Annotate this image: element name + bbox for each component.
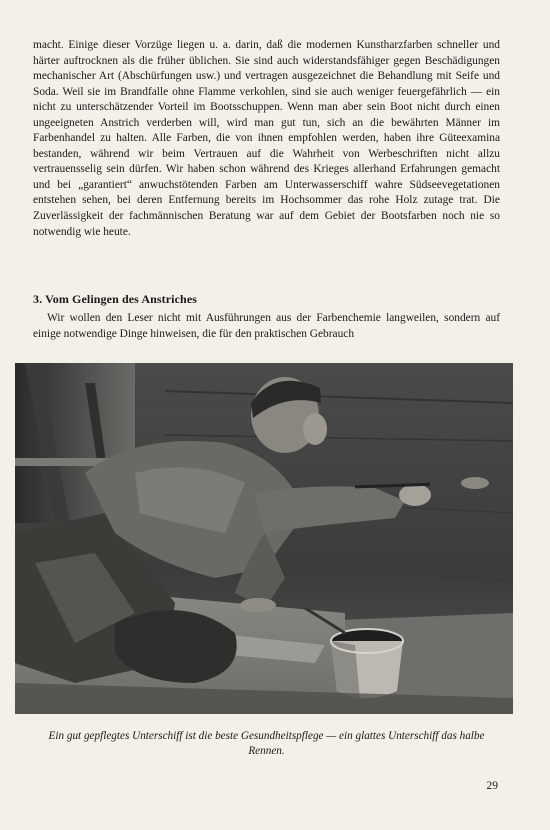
photo-man-painting-hull (15, 363, 513, 714)
body-paragraph-1: macht. Einige dieser Vorzüge liegen u. a. darin, daß die modernen Kunstharzfarben schneller und härter auftrocknen als die früher üblichen. Sie sind auch widerstandsfähiger gegen Beschädigungen mechanischer Art (Abschürfungen usw.) und vertragen ausgezeichnet die Behandlung mit Seife und Soda. Weil sie im Brandfalle ohne Flamme verkohlen, sind sie auch weniger feuergefährlich — ein nicht zu unterschätzender Vorteil im Bootsschuppen. Wenn man aber sein Boot nicht durch einen ungeeigneten Anstrich verderben will, wird man gut tun, sich an die bewährten Männer im Farbenhandel zu halten. Alle Farben, die von ihnen empfohlen werden, haben ihre Güteexamina bestanden, während wir beim Vertrauen auf die Wahrheit von Werbeschriften nicht allzu vertrauensselig sein dürfen. Wir haben schon während des Krieges allerhand Erfahrungen gemacht und bei „garantiert“ anwuchstötenden Farben am Unterwasserschiff wahre Südseevegetationen entstehen sehen, bei deren Entfernung bereits im Hochsommer das rohe Holz zutage trat. Die Zuverlässigkeit der fachmännischen Beratung war auf dem Gebiet der Bootsfarben noch nie so notwendig wie heute. (33, 39, 500, 238)
page-number: 29 (486, 780, 498, 792)
body-paragraph-2: Wir wollen den Leser nicht mit Ausführungen aus der Farbenchemie langweilen, sondern auf einige notwendige Dinge hinweisen, die für den praktischen Gebrauch (33, 312, 500, 340)
figure-caption: Ein gut gepflegtes Unterschiff ist die beste Gesundheitspflege — ein glattes Unterschiff das halbe Rennen. (48, 730, 485, 757)
section-heading: 3. Vom Gelingen des Anstriches (33, 292, 198, 306)
